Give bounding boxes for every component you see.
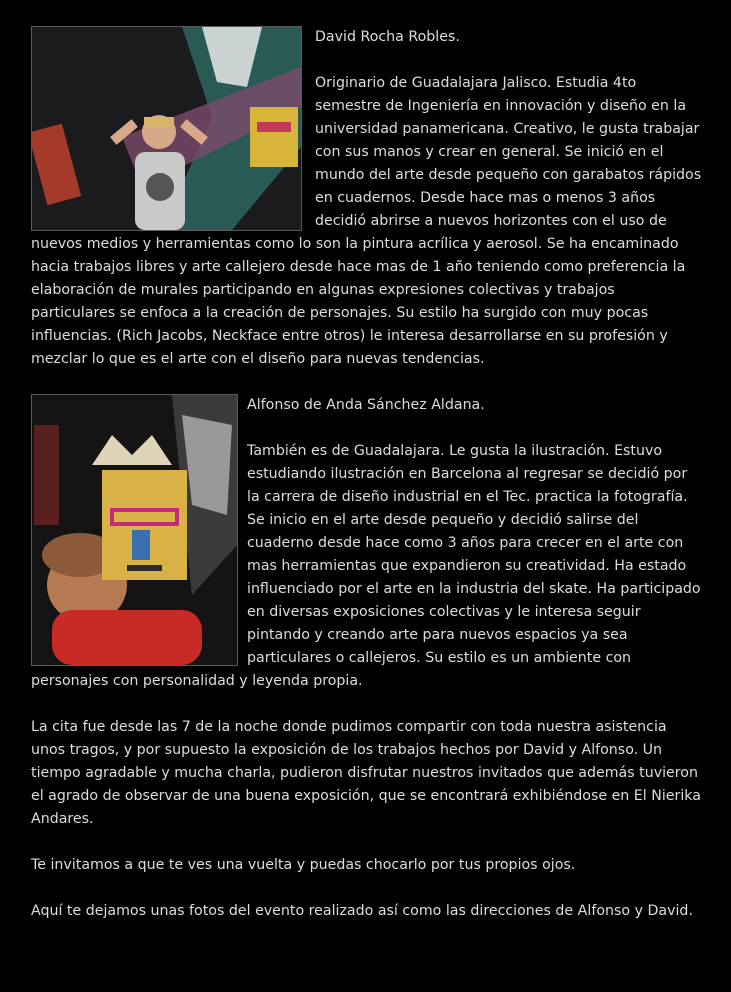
bio-david-name: David Rocha Robles. — [315, 29, 460, 45]
event-paragraph: La cita fue desde las 7 de la noche donde pudimos compartir con toda nuestra asistencia unos tragos, y por supuesto la exposición de los trabajos hechos por David y Alfonso. Un tiempo agradable y mucha charla, pudieron disfrutar nuestros invitados que además tuvieron el agrado de observar de una buena exposición, que se encontrará exhibiéndose en El Nierika Andares. — [31, 719, 701, 827]
article-column — [31, 26, 702, 923]
photos-paragraph: Aquí te dejamos unas fotos del evento realizado así como las direcciones de Alfonso y David. — [31, 903, 693, 919]
invite-paragraph: Te invitamos a que te ves una vuelta y puedas chocarlo por tus propios ojos. — [31, 857, 576, 873]
bio-david-text: Originario de Guadalajara Jalisco. Estudia 4to semestre de Ingeniería en innovación y diseño en la universidad panamericana. Creativo, le gusta trabajar con sus manos y crear en general. Se inició en el mundo del arte desde pequeño con garabatos rápidos en cuadernos. Desde hace mas o menos 3 años decidió abrirse a nuevos horizontes con el uso de nuevos medios y herramientas como lo son la pintura acrílica y aerosol. Se ha encaminado hacia trabajos libres y arte callejero desde hace mas de 1 año teniendo como preferencia la elaboración de murales participando en algunas expresiones colectivas y trabajos particulares se enfoca a la creación de personajes. Su estilo ha surgido con muy pocas influencias. (Rich Jacobs, Neckface entre otros) le interesa desarrollarse en su profesión y mezclar lo que es el arte con el diseño para nuevas tendencias. — [31, 75, 702, 367]
bio-alfonso-name: Alfonso de Anda Sánchez Aldana. — [247, 397, 485, 413]
bio-alfonso-text: También es de Guadalajara. Le gusta la ilustración. Estuvo estudiando ilustración en Barcelona al regresar se decidió por la carrera de diseño industrial en el Tec. practica la fotografía. Se inicio en el arte desde pequeño y decidió salirse del cuaderno desde hace como 3 años para crecer en el arte con mas herramientas que expandieron su creatividad. Ha estado influenciado por el arte en la industria del skate. Ha participado en diversas exposiciones colectivas y le interesa seguir pintando y creando arte para nuevos espacios ya sea particulares o callejeros. Su estilo es un ambiente con personajes con personalidad y leyenda propia. — [31, 443, 701, 689]
photo-alfonso-de-anda — [31, 394, 238, 666]
photo-david-rocha — [31, 26, 302, 231]
